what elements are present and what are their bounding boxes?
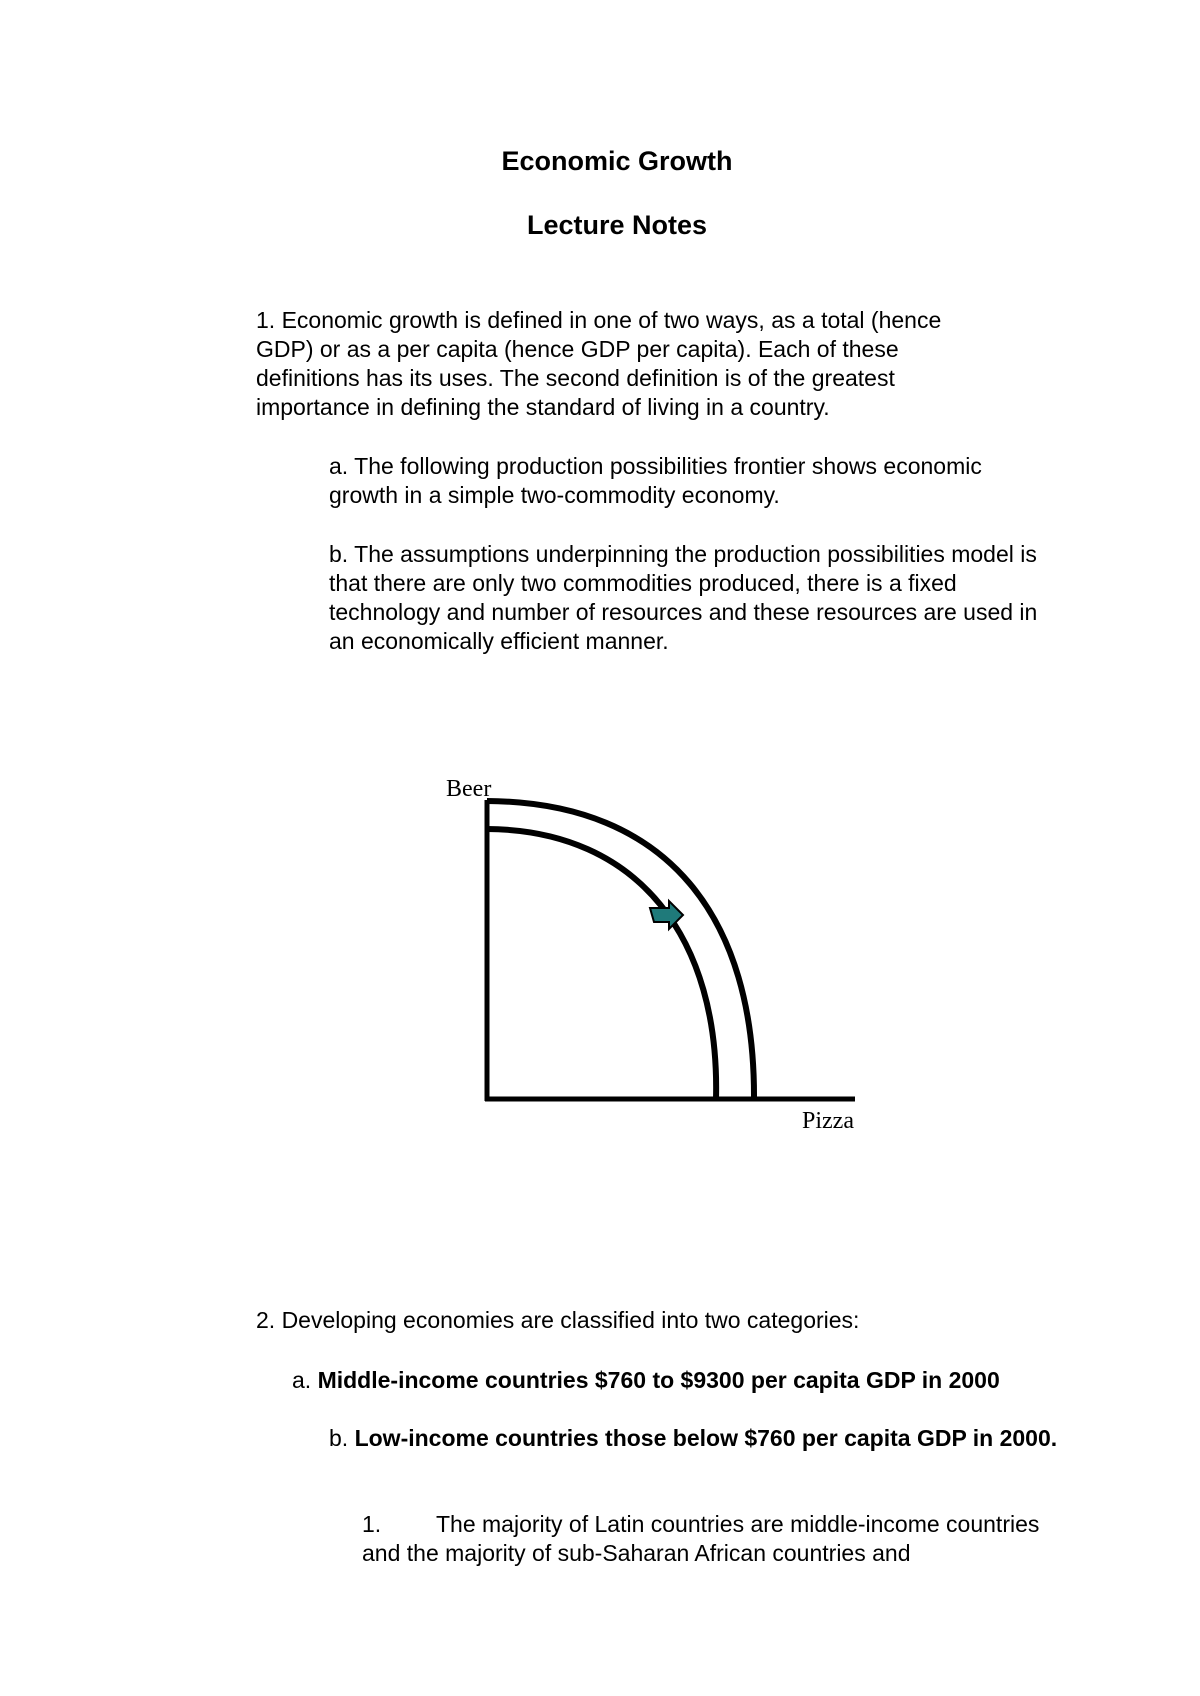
ppf-curve-inner [487,829,716,1099]
paragraph-1a: a. The following production possibilities frontier shows economic growth in a simple two-commodity economy. [329,453,982,508]
paragraph-2a-prefix: a. [292,1367,318,1393]
paragraph-2a [292,1366,1072,1395]
paragraph-1b: b. The assumptions underpinning the production possibilities model is that there are only two commodities produced, there is a fixed technology and number of resources and these resources are used in an economically efficient manner. [329,541,1038,654]
paragraph-2b1-number: 1. [362,1511,382,1537]
page-title: Economic Growth [501,146,733,176]
y-axis-label: Beer [446,776,492,802]
x-axis-label: Pizza [802,1108,854,1134]
page-subtitle: Lecture Notes [526,210,708,240]
paragraph-2b-text: Low-income countries those below $760 per capita GDP in 2000. [354,1425,1058,1451]
ppf-chart [430,760,870,1120]
paragraph-1: 1. Economic growth is defined in one of two ways, as a total (hence GDP) or as a per capita (hence GDP per capita). Each of these definitions has its uses. The second definition is of the greatest importance in defining the standard of living in a country. [256,307,942,420]
paragraph-2: 2. Developing economies are classified into two categories: [256,1307,860,1333]
paragraph-2b1 [362,1510,1062,1568]
paragraph-2b1-text: The majority of Latin countries are middle-income countries and the majority of sub-Saharan African countries and [362,1511,1040,1566]
paragraph-2b-prefix: b. [329,1425,355,1451]
paragraph-2a-text: Middle-income countries $760 to $9300 per capita GDP in 2000 [317,1367,1000,1393]
ppf-diagram [430,760,870,1180]
paragraph-2b [329,1424,1059,1453]
